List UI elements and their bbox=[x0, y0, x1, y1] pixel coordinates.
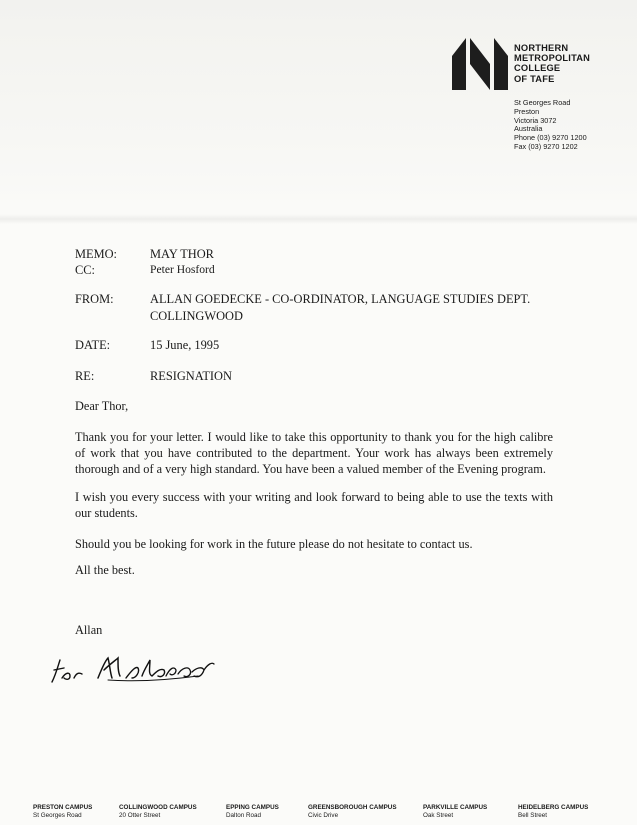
college-logo bbox=[452, 36, 508, 90]
college-address bbox=[514, 99, 587, 152]
campus-street: Dalton Road bbox=[226, 812, 262, 819]
campus-street: Bell Street bbox=[518, 812, 548, 819]
campus-street: Civic Drive bbox=[308, 812, 339, 819]
campus-name: PARKVILLE CAMPUS bbox=[423, 804, 488, 811]
salutation: Dear Thor, bbox=[75, 399, 129, 413]
campus-name: HEIDELBERG CAMPUS bbox=[518, 804, 589, 811]
from-sender-campus: COLLINGWOOD bbox=[150, 309, 243, 323]
re-subject: RESIGNATION bbox=[150, 369, 232, 383]
from-label: FROM: bbox=[75, 292, 114, 306]
college-name bbox=[514, 43, 590, 84]
signoff-name: Allan bbox=[75, 623, 103, 637]
college-name-line: METROPOLITAN bbox=[514, 53, 591, 64]
college-name-line: NORTHERN bbox=[514, 43, 569, 53]
campus-name: GREENSBOROUGH CAMPUS bbox=[308, 804, 397, 811]
address-line: Preston bbox=[514, 106, 540, 116]
memo-recipient: MAY THOR bbox=[150, 247, 214, 261]
address-line: Australia bbox=[514, 124, 543, 134]
date-label: DATE: bbox=[75, 338, 111, 352]
re-label: RE: bbox=[75, 369, 95, 383]
campus-preston bbox=[33, 804, 92, 820]
campus-name: COLLINGWOOD CAMPUS bbox=[119, 804, 197, 811]
paragraph-thanks: Thank you for your letter. I would like to take this opportunity to thank you for the high calibre of work that you have contributed to the department. Your work has always been extremely thorough and of a very high standard. You have been a valued member of the Evening program. bbox=[75, 430, 553, 476]
memo-label: MEMO: bbox=[75, 247, 117, 261]
address-line: Victoria 3072 bbox=[514, 115, 557, 125]
from-sender: ALLAN GOEDECKE - CO-ORDINATOR, LANGUAGE STUDIES DEPT. bbox=[150, 292, 531, 306]
paragraph-contact: Should you be looking for work in the future please do not hesitate to contact us. bbox=[75, 537, 473, 551]
cc-label: CC: bbox=[75, 263, 95, 277]
address-line: Fax (03) 9270 1202 bbox=[514, 141, 578, 151]
cc-recipient: Peter Hosford bbox=[150, 263, 215, 276]
campus-collingwood bbox=[119, 804, 197, 820]
campus-heidelberg bbox=[518, 804, 588, 820]
closing: All the best. bbox=[75, 563, 135, 577]
address-line: St Georges Road bbox=[514, 98, 571, 107]
campus-parkville bbox=[423, 804, 487, 820]
campus-name: PRESTON CAMPUS bbox=[33, 804, 93, 811]
handwritten-signature bbox=[48, 650, 218, 690]
campus-greensborough bbox=[308, 804, 397, 820]
campus-street: Oak Street bbox=[423, 812, 454, 819]
paragraph-wishes: I wish you every success with your writing and look forward to being able to use the texts with our students. bbox=[75, 490, 553, 520]
college-name-line: COLLEGE bbox=[514, 63, 561, 74]
address-line: Phone (03) 9270 1200 bbox=[514, 133, 587, 143]
campus-epping bbox=[226, 804, 279, 820]
date-value: 15 June, 1995 bbox=[150, 338, 220, 352]
paper-fold bbox=[0, 214, 637, 224]
college-name-line: OF TAFE bbox=[514, 73, 555, 84]
campus-street: 20 Otter Street bbox=[119, 812, 161, 819]
campus-street: St Georges Road bbox=[33, 812, 82, 819]
campus-name: EPPING CAMPUS bbox=[226, 804, 279, 811]
